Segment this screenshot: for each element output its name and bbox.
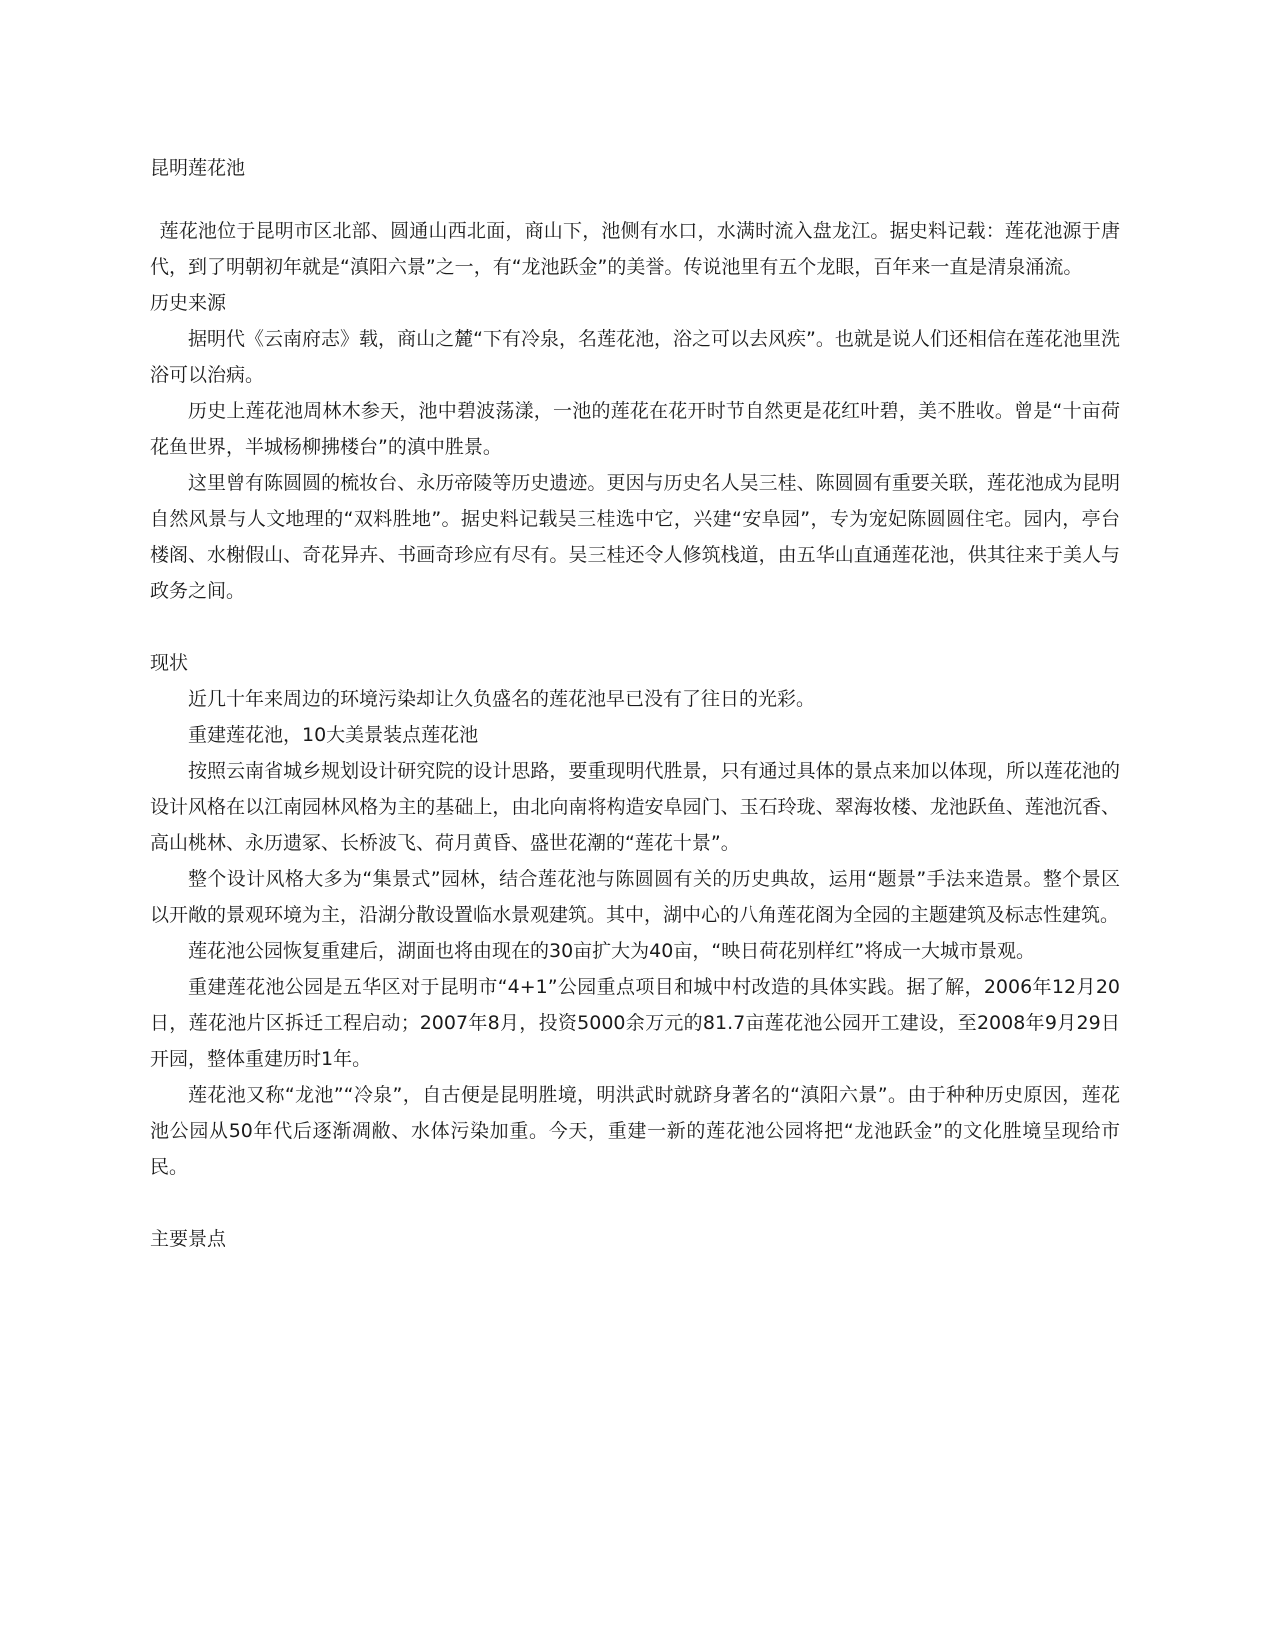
history-paragraph: 这里曾有陈圆圆的梳妆台、永历帝陵等历史遗迹。更因与历史名人吴三桂、陈圆圆有重要关联，莲花池成为昆明自然风景与人文地理的“双料胜地”。据史料记载吴三桂选中它，兴建“安阜园”，专为宠妃陈圆圆住宅。园内，亭台楼阁、水榭假山、奇花异卉、书画奇珍应有尽有。吴三桂还令人修筑栈道，由五华山直通莲花池，供其往来于美人与政务之间。: [150, 472, 1120, 602]
section-spacer: [150, 1185, 1120, 1221]
section-heading-sights: 主要景点: [150, 1228, 227, 1250]
section-heading-status: 现状: [150, 652, 189, 674]
section-spacer: [150, 609, 1120, 645]
status-paragraph: 按照云南省城乡规划设计研究院的设计思路，要重现明代胜景，只有通过具体的景点来加以体现，所以莲花池的设计风格在以江南园林风格为主的基础上，由北向南将构造安阜园门、玉石玲珑、翠海妆楼、龙池跃鱼、莲池沉香、高山桃林、永历遗冢、长桥波飞、荷月黄昏、盛世花潮的“莲花十景”。: [150, 760, 1120, 854]
history-paragraph: 据明代《云南府志》载，商山之麓“下有冷泉，名莲花池，浴之可以去风疾”。也就是说人们还相信在莲花池里洗浴可以治病。: [150, 328, 1120, 386]
status-paragraph: 重建莲花池，10大美景装点莲花池: [188, 724, 479, 746]
status-paragraph: 整个设计风格大多为“集景式”园林，结合莲花池与陈圆圆有关的历史典故，运用“题景”手法来造景。整个景区以开敞的景观环境为主，沿湖分散设置临水景观建筑。其中，湖中心的八角莲花阁为全园的主题建筑及标志性建筑。: [150, 868, 1120, 926]
status-paragraph: 重建莲花池公园是五华区对于昆明市“4+1”公园重点项目和城中村改造的具体实践。据了解，2006年12月20日，莲花池片区拆迁工程启动；2007年8月，投资5000余万元的81.7亩莲花池公园开工建设，至2008年9月29日开园，整体重建历时1年。: [150, 976, 1120, 1070]
status-paragraph: 莲花池公园恢复重建后，湖面也将由现在的30亩扩大为40亩，“映日荷花别样红”将成一大城市景观。: [188, 940, 1036, 962]
section-heading-history: 历史来源: [150, 292, 227, 314]
document-page: [150, 150, 1120, 1257]
intro-paragraph: 莲花池位于昆明市区北部、圆通山西北面，商山下，池侧有水口，水满时流入盘龙江。据史料记载：莲花池源于唐代，到了明朝初年就是“滇阳六景”之一，有“龙池跃金”的美誉。传说池里有五个龙眼，百年来一直是清泉涌流。: [150, 220, 1120, 278]
document-title: 昆明莲花池: [150, 157, 246, 179]
status-paragraph: 近几十年来周边的环境污染却让久负盛名的莲花池早已没有了往日的光彩。: [188, 688, 816, 710]
status-paragraph: 莲花池又称“龙池”“冷泉”，自古便是昆明胜境，明洪武时就跻身著名的“滇阳六景”。由于种种历史原因，莲花池公园从50年代后逐渐凋敝、水体污染加重。今天，重建一新的莲花池公园将把“龙池跃金”的文化胜境呈现给市民。: [150, 1084, 1120, 1178]
history-paragraph: 历史上莲花池周林木参天，池中碧波荡漾，一池的莲花在花开时节自然更是花红叶碧，美不胜收。曾是“十亩荷花鱼世界，半城杨柳拂楼台”的滇中胜景。: [150, 400, 1120, 458]
